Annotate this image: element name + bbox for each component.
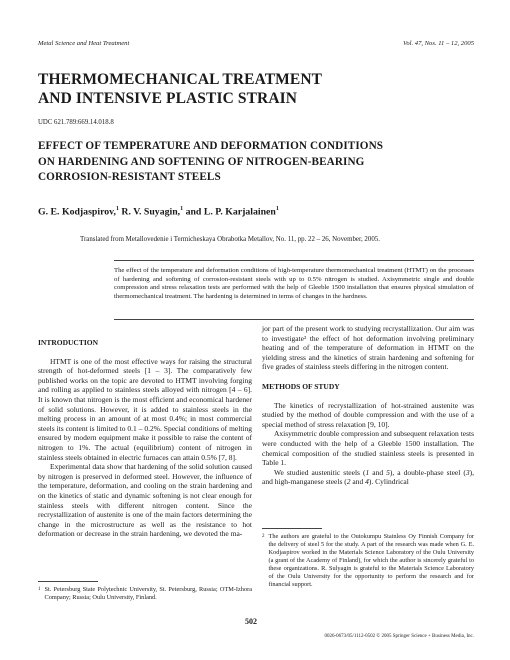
- author-name: and L. P. Karjalainen: [185, 206, 276, 218]
- footnote: [262, 533, 474, 589]
- article-title-line: EFFECT OF TEMPERATURE AND DEFORMATION CONDITIONS: [38, 140, 384, 152]
- udc-code: UDC 621.789:669.14.018.8: [38, 119, 114, 126]
- footnote-mark: 2: [262, 534, 265, 539]
- steel-number: 2: [346, 477, 351, 487]
- paragraph: Axisymmetric double compression and subsequent relaxation tests were conducted with the help of a Gleeble 1500 installation. The chemical composition of the studied stainless steels is presented in Table 1.: [262, 429, 474, 468]
- section-title-line: THERMOMECHANICAL TREATMENT: [38, 71, 323, 88]
- article-title: [38, 139, 383, 186]
- translation-note: Translated from Metallovedenie i Termicheskaya Obrabotka Metallov, No. 11, pp. 22 – 26, November, 2005.: [80, 236, 380, 243]
- steel-number: 3: [465, 467, 470, 477]
- section-title: [38, 70, 322, 108]
- text-run: and: [369, 467, 387, 477]
- section-heading: INTRODUCTION: [38, 338, 99, 347]
- footnote-rule: [262, 528, 322, 529]
- left-column: [38, 338, 252, 539]
- author-name: R. V. Suyagin,: [121, 206, 181, 218]
- paragraph: Experimental data show that hardening of the solid solution caused by nitrogen is preserved in deformed steel. However, the influence of the temperature, deformation, and cooling on the strain hardening and on the kinetics of static and dynamic softening is not clear enough for stainless steels with different nitrogen content. Since the recrystallization of austenite is one of the main factors determining the change in the microstructure as well as the resistance to hot deformation or decrease in the strain hardening, we devoted the ma-: [38, 462, 252, 539]
- footnote-text: The authors are grateful to the Outokumpu Stainless Oy Finnish Company for the delivery of steel 5 for the study. A part of the research was made when G. E. Kodjaspirov worked in the Materials Science Laboratory of the Oulu University (a grant of the Academy of Finland), for which the author is sincerely grateful to these organizations. R. Sulyagin is grateful to the Materials Science Laboratory of the Oulu University for the opportunity to perform the research and for financial support.: [268, 533, 474, 588]
- footnote-rule: [38, 581, 98, 582]
- affiliation-mark: 1: [115, 206, 119, 212]
- steel-number: 5: [386, 467, 390, 477]
- page-number: 502: [245, 617, 257, 626]
- journal-name: Metal Science and Heat Treatment: [38, 40, 130, 47]
- text-run: and: [350, 477, 366, 487]
- copyright-line: 0026-0673/05/1112-0502 © 2005 Springer Science + Business Media, Inc.: [324, 634, 474, 639]
- footnote-mark: 1: [38, 587, 41, 592]
- paragraph: jor part of the present work to studying recrystallization. Our aim was to investigate² the effect of hot deformation involving preliminary heating and of the temperature of deformation in HTMT on the yielding stress and the kinetics of strain hardening and softening for five grades of stainless steels differing in the nitrogen content.: [262, 324, 474, 372]
- issue-info: Vol. 47, Nos. 11 – 12, 2005: [403, 40, 474, 47]
- right-column: [262, 324, 474, 487]
- article-title-line: CORROSION-RESISTANT STEELS: [38, 171, 221, 183]
- abstract-top-rule: [114, 260, 474, 261]
- paragraph: [262, 468, 474, 487]
- paragraph: HTMT is one of the most effective ways for raising the structural strength of hot-deformed steels [1 – 3]. The comparatively few published works on the topic are devoted to HTMT involving forging and rolling as applied to stainless steels alloyed with nitrogen [4 – 6]. It is known that nitrogen is the most efficient and economical hardener of solid solutions. However, it is added to stainless steels in the melting process in an amount of at most 0.4%; in most commercial steels its content is limited to 0.1 – 0.2%. Special conditions of melting ensured by modern equipment make it possible to raise the content of nitrogen to 1%. The actual (equilibrium) content of nitrogen in stainless steels obtained in electric furnaces can attain 0.5% [7, 8].: [38, 356, 252, 462]
- steel-number: 4: [365, 477, 369, 487]
- affiliation-mark: 1: [275, 206, 279, 212]
- article-title-line: ON HARDENING AND SOFTENING OF NITROGEN-BEARING: [38, 155, 365, 168]
- paragraph: The kinetics of recrystallization of hot-strained austenite was studied by the method of double compression and with the use of a special method of stress relaxation [9, 10].: [262, 400, 474, 429]
- footnote-text: St. Petersburg State Polytechnic University, St. Petersburg, Russia; OTM-Izhora Company; Russia; Oulu University, Finland.: [44, 586, 252, 601]
- author-name: G. E. Kodjaspirov,: [38, 206, 116, 218]
- footnote: [38, 586, 252, 602]
- affiliation-mark: 1: [180, 206, 184, 212]
- abstract-bottom-rule: [114, 319, 474, 320]
- text-run: We studied austenitic steels (: [274, 467, 366, 477]
- abstract: The effect of the temperature and deformation conditions of high-temperature thermomechanical treatment (HTMT) on the processes of hardening and softening of corrosion-resistant steels with up to 0.5% nitrogen is studied. Axisymmetric single and double compression and stress relaxation tests are performed with the help of Gleeble 1500 installation that ensures physical simulation of thermomechanical treatment. The hardening is determined in terms of changes in the hardness.: [114, 267, 474, 300]
- steel-number: 1: [365, 467, 370, 477]
- text-run: ), a double-phase steel (: [389, 467, 466, 477]
- author-list: [38, 206, 279, 217]
- text-run: ). Cylindrical: [368, 477, 409, 487]
- section-heading: METHODS OF STUDY: [262, 381, 340, 391]
- text-run: ), and high-manganese steels (: [262, 467, 474, 487]
- section-title-line: AND INTENSIVE PLASTIC STRAIN: [38, 90, 298, 107]
